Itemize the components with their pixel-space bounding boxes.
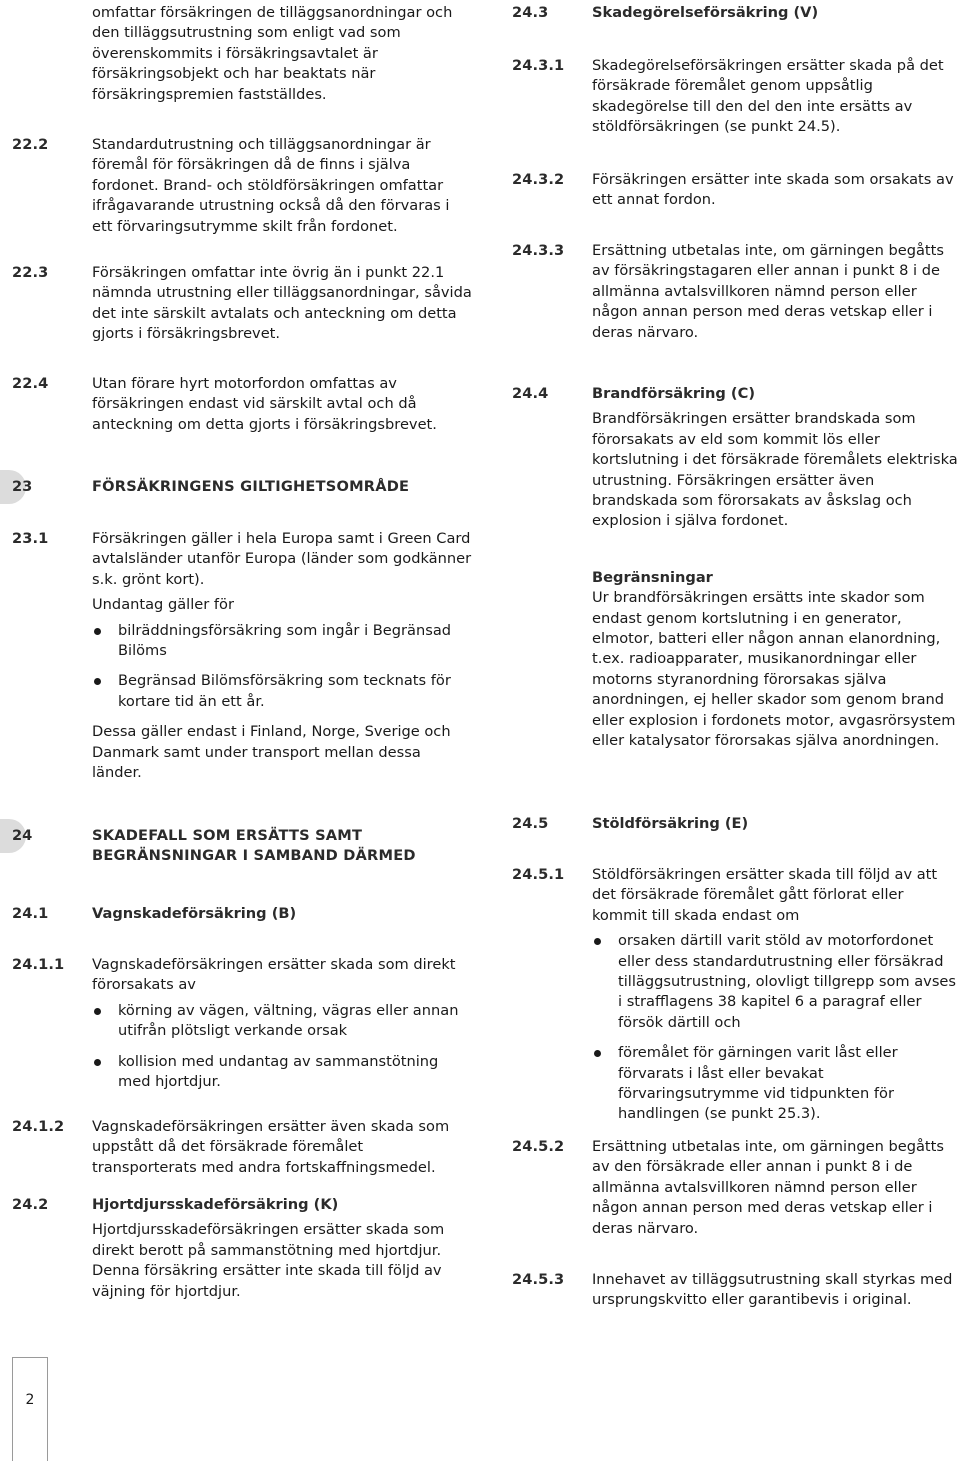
- section-24-1-1: [12, 955, 472, 1092]
- section-title: Brandförsäkring (C): [592, 385, 755, 402]
- bullet-icon: [594, 938, 601, 945]
- section-24-3-3: [512, 241, 960, 343]
- section-24-3-1: [512, 56, 960, 138]
- section-number: 23: [12, 478, 33, 495]
- section-number: 24.1.2: [12, 1118, 65, 1135]
- section-text: Försäkringen ersätter inte skada som orsakats av ett annat fordon.: [592, 171, 954, 209]
- section-number: 24.1: [12, 905, 49, 922]
- section-text: Hjortdjursskadeförsäkringen ersätter skada som direkt berott på sammanstötning med hjortdjur. Denna försäkring ersätter inte skada till följd av väjning för hjortdjur.: [92, 1221, 445, 1300]
- section-24-5: [512, 814, 960, 834]
- section-text: Försäkringen gäller i hela Europa samt i Green Card avtalsländer utanför Europa (länder som godkänner s.k. grönt kort).: [92, 530, 472, 588]
- section-number: 24.3: [512, 4, 549, 21]
- page-number: 2: [25, 1392, 35, 1408]
- section-24-4: [512, 384, 960, 752]
- section-title: Stöldförsäkring (E): [592, 815, 749, 832]
- intro-paragraph: [12, 3, 472, 105]
- section-number: 22.3: [12, 264, 49, 281]
- section-number: 24.5: [512, 815, 549, 832]
- section-number: 23.1: [12, 530, 49, 547]
- section-number: 24.5.2: [512, 1138, 565, 1155]
- section-text: Stöldförsäkringen ersätter skada till följd av att det försäkrade föremålet gått förlorat eller kommit till skada endast om: [592, 866, 938, 924]
- section-number: 24.5.1: [512, 866, 565, 883]
- section-24-5-3: [512, 1270, 960, 1311]
- section-title: FÖRSÄKRINGENS GILTIGHETSOMRÅDE: [92, 478, 410, 495]
- section-lead: Undantag gäller för: [92, 596, 234, 614]
- section-closing: Dessa gäller endast i Finland, Norge, Sverige och Danmark samt under transport mellan dessa länder.: [92, 723, 451, 782]
- section-title: Skadegörelseförsäkring (V): [592, 4, 819, 21]
- bullet-icon: [94, 1008, 101, 1015]
- section-number: 24.3.2: [512, 171, 565, 188]
- section-number: 22.4: [12, 375, 49, 392]
- section-number: 24: [12, 827, 33, 844]
- section-title-line-1: SKADEFALL SOM ERSÄTTS SAMT: [92, 827, 363, 844]
- section-23-1: [12, 529, 472, 783]
- intro-text: omfattar försäkringen de tilläggsanordningar och den tilläggsutrustning som enligt vad som överenskommits i försäkringsavtalet är försäkringsobjekt och har beaktats när försäkringspremien fastställdes.: [92, 4, 453, 103]
- section-text: Standardutrustning och tilläggsanordningar är föremål för försäkringen då de finns i själva fordonet. Brand- och stöldförsäkringen omfattar ifrågavarande utrustning också då den förvaras i ett förvaringsutrymme skilt från fordonet.: [92, 136, 450, 235]
- section-24-3: [512, 3, 960, 23]
- section-text: Innehavet av tilläggsutrustning skall styrkas med ursprungskvitto eller garantibevis i original.: [592, 1271, 953, 1309]
- section-22-3: [12, 263, 472, 345]
- bullet-icon: [594, 1050, 601, 1057]
- section-22-2: [12, 135, 472, 237]
- section-23-heading: [12, 477, 472, 497]
- list-item: kollision med undantag av sammanstötning med hjortdjur.: [92, 1052, 472, 1093]
- bullet-icon: [94, 678, 101, 685]
- section-number: 22.2: [12, 136, 49, 153]
- section-title-line-2: BEGRÄNSNINGAR I SAMBAND DÄRMED: [92, 847, 416, 865]
- section-text: Vagnskadeförsäkringen ersätter även skada som uppstått då det försäkrade föremålet transporterats med andra fortskaffningsmedel.: [92, 1118, 450, 1176]
- subsection-text: Ur brandförsäkringen ersätts inte skador som endast genom kortslutning i en generator, elmotor, batteri eller någon annan elanordning, t.ex. radioapparater, musikanordningar eller motorns styranordning förorsakas själva anordningen, ej heller skador som genom brand eller explosion i fordonets motor, avgasrörsystem eller katalysator förorsakas själva anordningen.: [592, 589, 956, 750]
- bullet-icon: [94, 628, 101, 635]
- section-number: 24.4: [512, 385, 549, 402]
- list-item: föremålet för gärningen varit låst eller förvarats i låst eller bevakat förvaringsutrymme vid tidpunkten för handlingen (se punkt 25.3).: [592, 1043, 960, 1125]
- section-text: Ersättning utbetalas inte, om gärningen begåtts av försäkringstagaren eller annan i punkt 8 i de allmänna avtalsvillkoren nämnd person eller någon annan person med deras vetskap eller i deras närvaro.: [592, 242, 944, 341]
- section-24-2: [12, 1195, 472, 1302]
- bullet-list: [592, 931, 960, 1125]
- section-text: Försäkringen omfattar inte övrig än i punkt 22.1 nämnda utrustning eller tilläggsanordningar, såvida det inte särskilt avtalats och anteckning om detta gjorts i försäkringsbrevet.: [92, 264, 472, 343]
- section-24-3-2: [512, 170, 960, 211]
- bullet-icon: [94, 1059, 101, 1066]
- section-text: Vagnskadeförsäkringen ersätter skada som direkt förorsakats av: [92, 956, 456, 994]
- list-item: körning av vägen, vältning, vägras eller annan utifrån plötsligt verkande orsak: [92, 1001, 472, 1042]
- section-number: 24.5.3: [512, 1271, 565, 1288]
- section-title: Vagnskadeförsäkring (B): [92, 905, 297, 922]
- section-title: Hjortdjursskadeförsäkring (K): [92, 1196, 339, 1213]
- section-number: 24.2: [12, 1196, 49, 1213]
- section-24-1-2: [12, 1117, 472, 1178]
- section-number: 24.3.3: [512, 242, 565, 259]
- list-item: Begränsad Bilömsförsäkring som tecknats för kortare tid än ett år.: [92, 671, 472, 712]
- section-number: 24.3.1: [512, 57, 565, 74]
- bullet-list: [92, 621, 472, 713]
- section-text: Brandförsäkringen ersätter brandskada som förorsakats av eld som kommit lös eller kortslutning i det försäkrade föremålets elektriska utrustning. Försäkringen ersätter även brandskada som förorsakats av åskslag och explosion i själva fordonet.: [592, 410, 958, 530]
- section-22-4: [12, 374, 472, 435]
- subsection-title: Begränsningar: [592, 568, 713, 586]
- section-24-heading: [12, 826, 472, 867]
- list-item: bilräddningsförsäkring som ingår i Begränsad Bilöms: [92, 621, 472, 662]
- list-item: orsaken därtill varit stöld av motorfordonet eller dess standardutrustning eller försäkrad tilläggsutrustning, olovligt tillgrepp som avses i strafflagens 38 kapitel 6 a paragraf eller försök därtill och: [592, 931, 960, 1033]
- section-24-5-1: [512, 865, 960, 1125]
- section-text: Ersättning utbetalas inte, om gärningen begåtts av den försäkrade eller annan i punkt 8 i de allmänna avtalsvillkoren nämnd person eller någon annan person med deras vetskap eller i deras närvaro.: [592, 1138, 944, 1237]
- section-text: Skadegörelseförsäkringen ersätter skada på det försäkrade föremålet genom uppsåtlig skadegörelse till den del den inte ersätts av stöldförsäkringen (se punkt 24.5).: [592, 57, 944, 136]
- section-text: Utan förare hyrt motorfordon omfattas av försäkringen endast vid särskilt avtal och då anteckning om detta gjorts i försäkringsbrevet.: [92, 375, 437, 433]
- section-24-1: [12, 904, 472, 924]
- bullet-list: [92, 1001, 472, 1093]
- section-number: 24.1.1: [12, 956, 65, 973]
- section-24-5-2: [512, 1137, 960, 1239]
